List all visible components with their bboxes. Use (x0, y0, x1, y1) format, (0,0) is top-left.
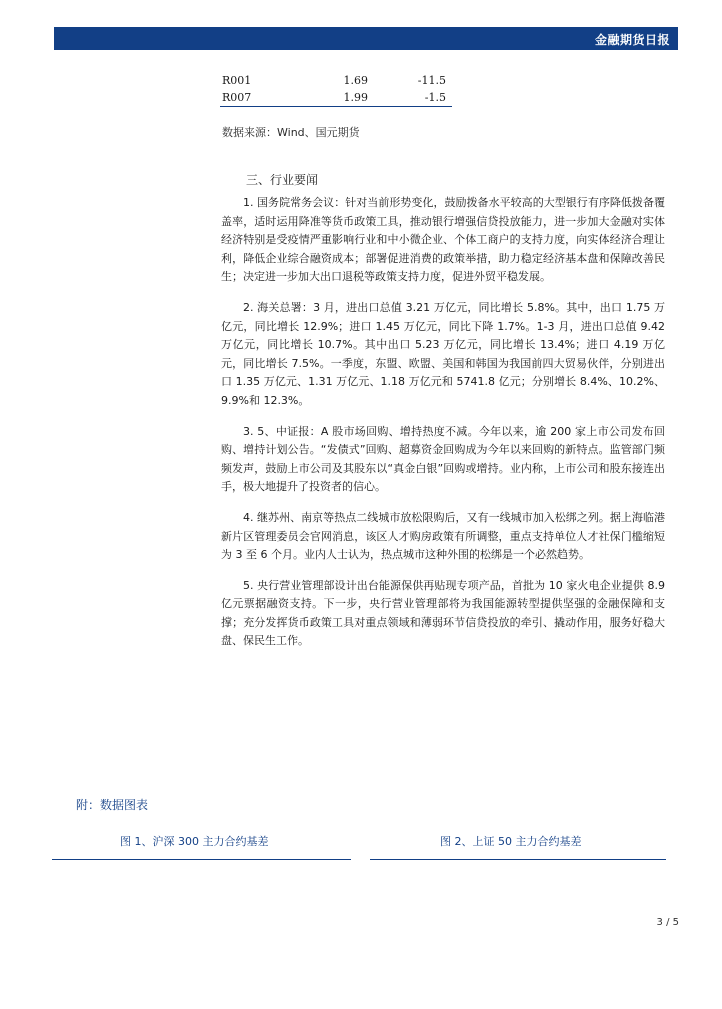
news-item: 2. 海关总署：3 月，进出口总值 3.21 万亿元，同比增长 5.8%。其中，出口 1.75 万亿元，同比增长 12.9%；进口 1.45 万亿元，同比下降 1.7%。1-3 月，进出口总值 9.42 万亿元，同比增长 10.7%。其中出口 5.23 万亿元，同比增长 13.4%；进口 4.19 万亿元，同比增长 7.5%。一季度，东盟、欧盟、美国和韩国为我国前四大贸易伙伴，分别进出口 1.35 万亿元、1.31 万亿元、1.18 万亿元和 5741.8 亿元；分别增长 8.4%、10.2%、9.9%和 12.3%。 (221, 300, 665, 407)
repo-rate-table (220, 72, 452, 107)
news-item: 4. 继苏州、南京等热点二线城市放松限购后，又有一线城市加入松绑之列。据上海临港新片区管理委员会官网消息，该区人才购房政策有所调整，重点支持单位人才社保门槛缩短为 3 至 6 个月。业内人士认为，热点城市这种外围的松绑是一个必然趋势。 (221, 510, 665, 562)
figure-2-divider (370, 859, 666, 860)
rate-name: R007 (222, 91, 252, 104)
news-item: 3. 5、中证报：A 股市场回购、增持热度不减。今年以来，逾 200 家上市公司发布回购、增持计划公告。“发债式”回购、超募资金回购成为今年以来回购的新特点。监管部门频频发声，鼓励上市公司及其股东以“真金白银”回购或增持。业内称，上市公司和股东接连出手，极大地提升了投资者的信心。 (221, 424, 665, 494)
rate-change: -1.5 (424, 91, 446, 104)
industry-news (221, 194, 665, 663)
table-row (220, 89, 452, 106)
data-source-note: 数据来源：Wind、国元期货 (222, 126, 360, 139)
figure-1-title: 图 1、沪深 300 主力合约基差 (120, 835, 269, 848)
news-item: 5. 央行营业管理部设计出台能源保供再贴现专项产品，首批为 10 家火电企业提供 8.9 亿元票据融资支持。下一步，央行营业管理部将为我国能源转型提供坚强的金融保障和支撑；充分发挥货币政策工具对重点领域和薄弱环节信贷投放的牵引、撬动作用，服务好稳大盘、保民生工作。 (221, 578, 665, 648)
table-row (220, 72, 452, 89)
report-title: 金融期货日报 (594, 33, 670, 47)
rate-change: -11.5 (417, 74, 446, 87)
news-item: 1. 国务院常务会议：针对当前形势变化，鼓励拨备水平较高的大型银行有序降低拨备覆盖率，适时运用降准等货币政策工具，推动银行增强信贷投放能力，进一步加大金融对实体经济特别是受疫情严重影响行业和中小微企业、个体工商户的支持力度，向实体经济合理让利，降低企业综合融资成本；部署促进消费的政策举措，助力稳定经济基本盘和保障改善民生；决定进一步加大出口退税等政策支持力度，促进外贸平稳发展。 (221, 196, 665, 284)
page-number: 3 / 5 (656, 917, 679, 928)
figure-1-divider (52, 859, 351, 860)
appendix-heading: 附：数据图表 (76, 798, 149, 812)
rate-value: 1.99 (343, 91, 368, 104)
rate-value: 1.69 (343, 74, 368, 87)
figure-2-title: 图 2、上证 50 主力合约基差 (440, 835, 582, 848)
rate-name: R001 (222, 74, 252, 87)
section-heading: 三、行业要闻 (246, 173, 319, 187)
header-bar (54, 27, 678, 50)
